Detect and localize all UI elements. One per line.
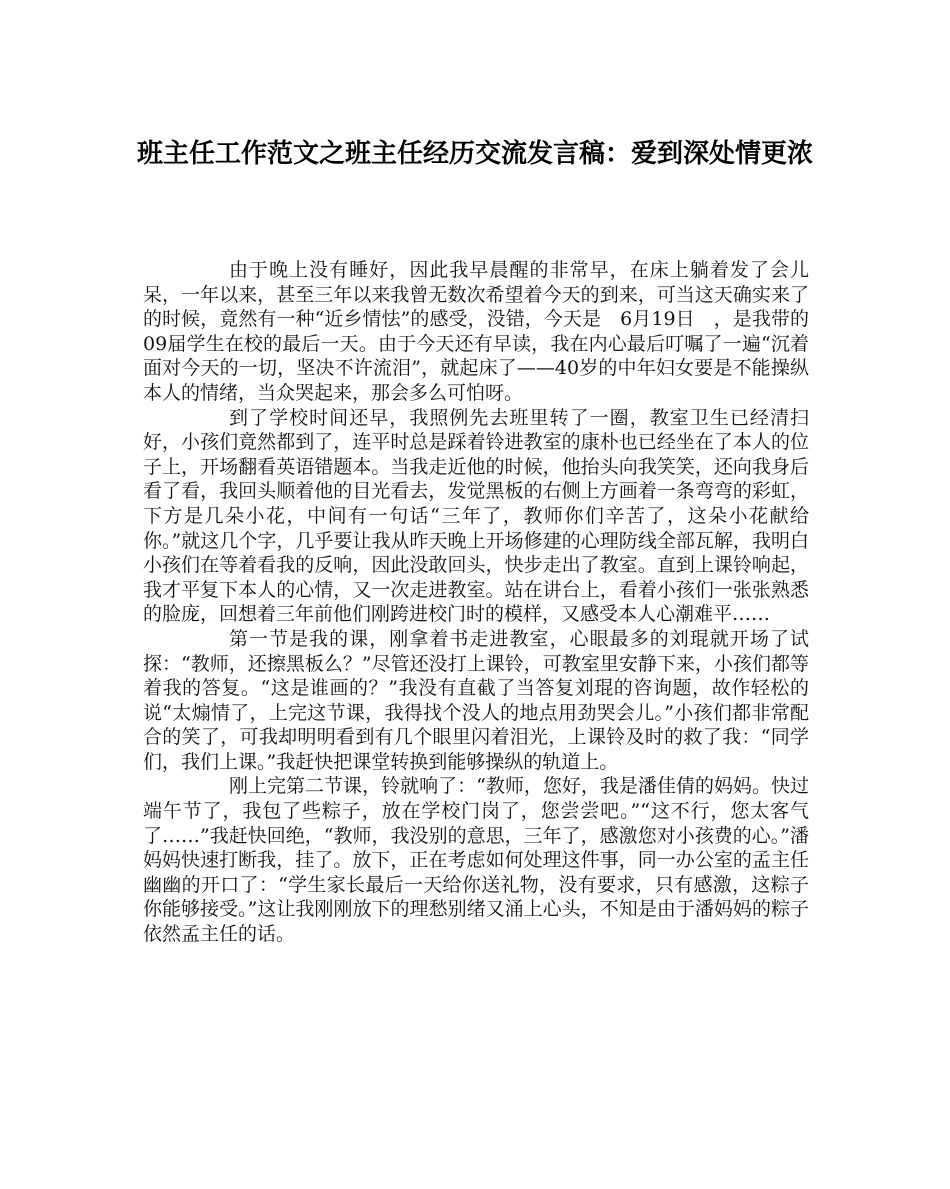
- document-title: 班主任工作范文之班主任经历交流发言稿：爱到深处情更浓: [136, 139, 813, 169]
- paragraph-4: 刚上完第二节课，铃就响了：“教师，您好，我是潘佳倩的妈妈。快过端午节了，我包了些粽子，放在学校门岗了，您尝尝吧。”“这不行，您太客气了……”我赶快回绝，“教师，我没别的意思，三年了，感激您对小孩费的心。”潘妈妈快速打断我，挂了。放下，正在考虑如何处理这件事，同一办公室的孟主任幽幽的开口了：“学生家长最后一天给你送礼物，没有要求，只有感激，这粽子你能够接受。”这让我刚刚放下的理愁别绪又涌上心头，不知是由于潘妈妈的粽子依然孟主任的话。: [143, 775, 809, 946]
- paragraph-1: 由于晚上没有睡好，因此我早晨醒的非常早，在床上躺着发了会儿呆，一年以来，甚至三年以来我曾无数次希望着今天的到来，可当这天确实来了的时候，竟然有一种“近乡情怯”的感受，没错，今天是 6月19日 ，是我带的09届学生在校的最后一天。由于今天还有早读，我在内心最后叮嘱了一遍“沉着面对今天的一切，坚决不许流泪”，就起床了——40岁的中年妇女要是不能操纵本人的情绪，当众哭起来，那会多么可怕呀。: [143, 259, 809, 404]
- paragraph-3: 第一节是我的课，刚拿着书走进教室，心眼最多的刘琨就开场了试探：“教师，还擦黑板么？”尽管还没打上课铃，可教室里安静下来，小孩们都等着我的答复。“这是谁画的？”我没有直截了当答复刘琨的咨询题，故作轻松的说“太煽情了，上完这节课，我得找个没人的地点用劲哭会儿。”小孩们都非常配合的笑了，可我却明明看到有几个眼里闪着泪光，上课铃及时的救了我：“同学们，我们上课。”我赶快把课堂转换到能够操纵的轨道上。: [143, 627, 809, 773]
- paragraph-2: 到了学校时间还早，我照例先去班里转了一圈，教室卫生已经清扫好，小孩们竟然都到了，连平时总是踩着铃进教室的康朴也已经坐在了本人的位子上，开场翻看英语错题本。当我走近他的时候，他抬头向我笑笑，还向我身后看了看，我回头顺着他的目光看去，发觉黑板的右侧上方画着一条弯弯的彩虹，下方是几朵小花，中间有一句话“三年了，教师你们辛苦了，这朵小花献给你。”就这几个字，几乎要让我从昨天晚上开场修建的心理防线全部瓦解，我明白小孩们在等着看我的反响，因此没敢回头，快步走出了教室。直到上课铃响起，我才平复下本人的心情，又一次走进教室。站在讲台上，看着小孩们一张张熟悉的脸庞，回想着三年前他们刚跨进校门时的模样，又感受本人心潮难平……: [143, 406, 809, 626]
- document-body: [143, 258, 809, 947]
